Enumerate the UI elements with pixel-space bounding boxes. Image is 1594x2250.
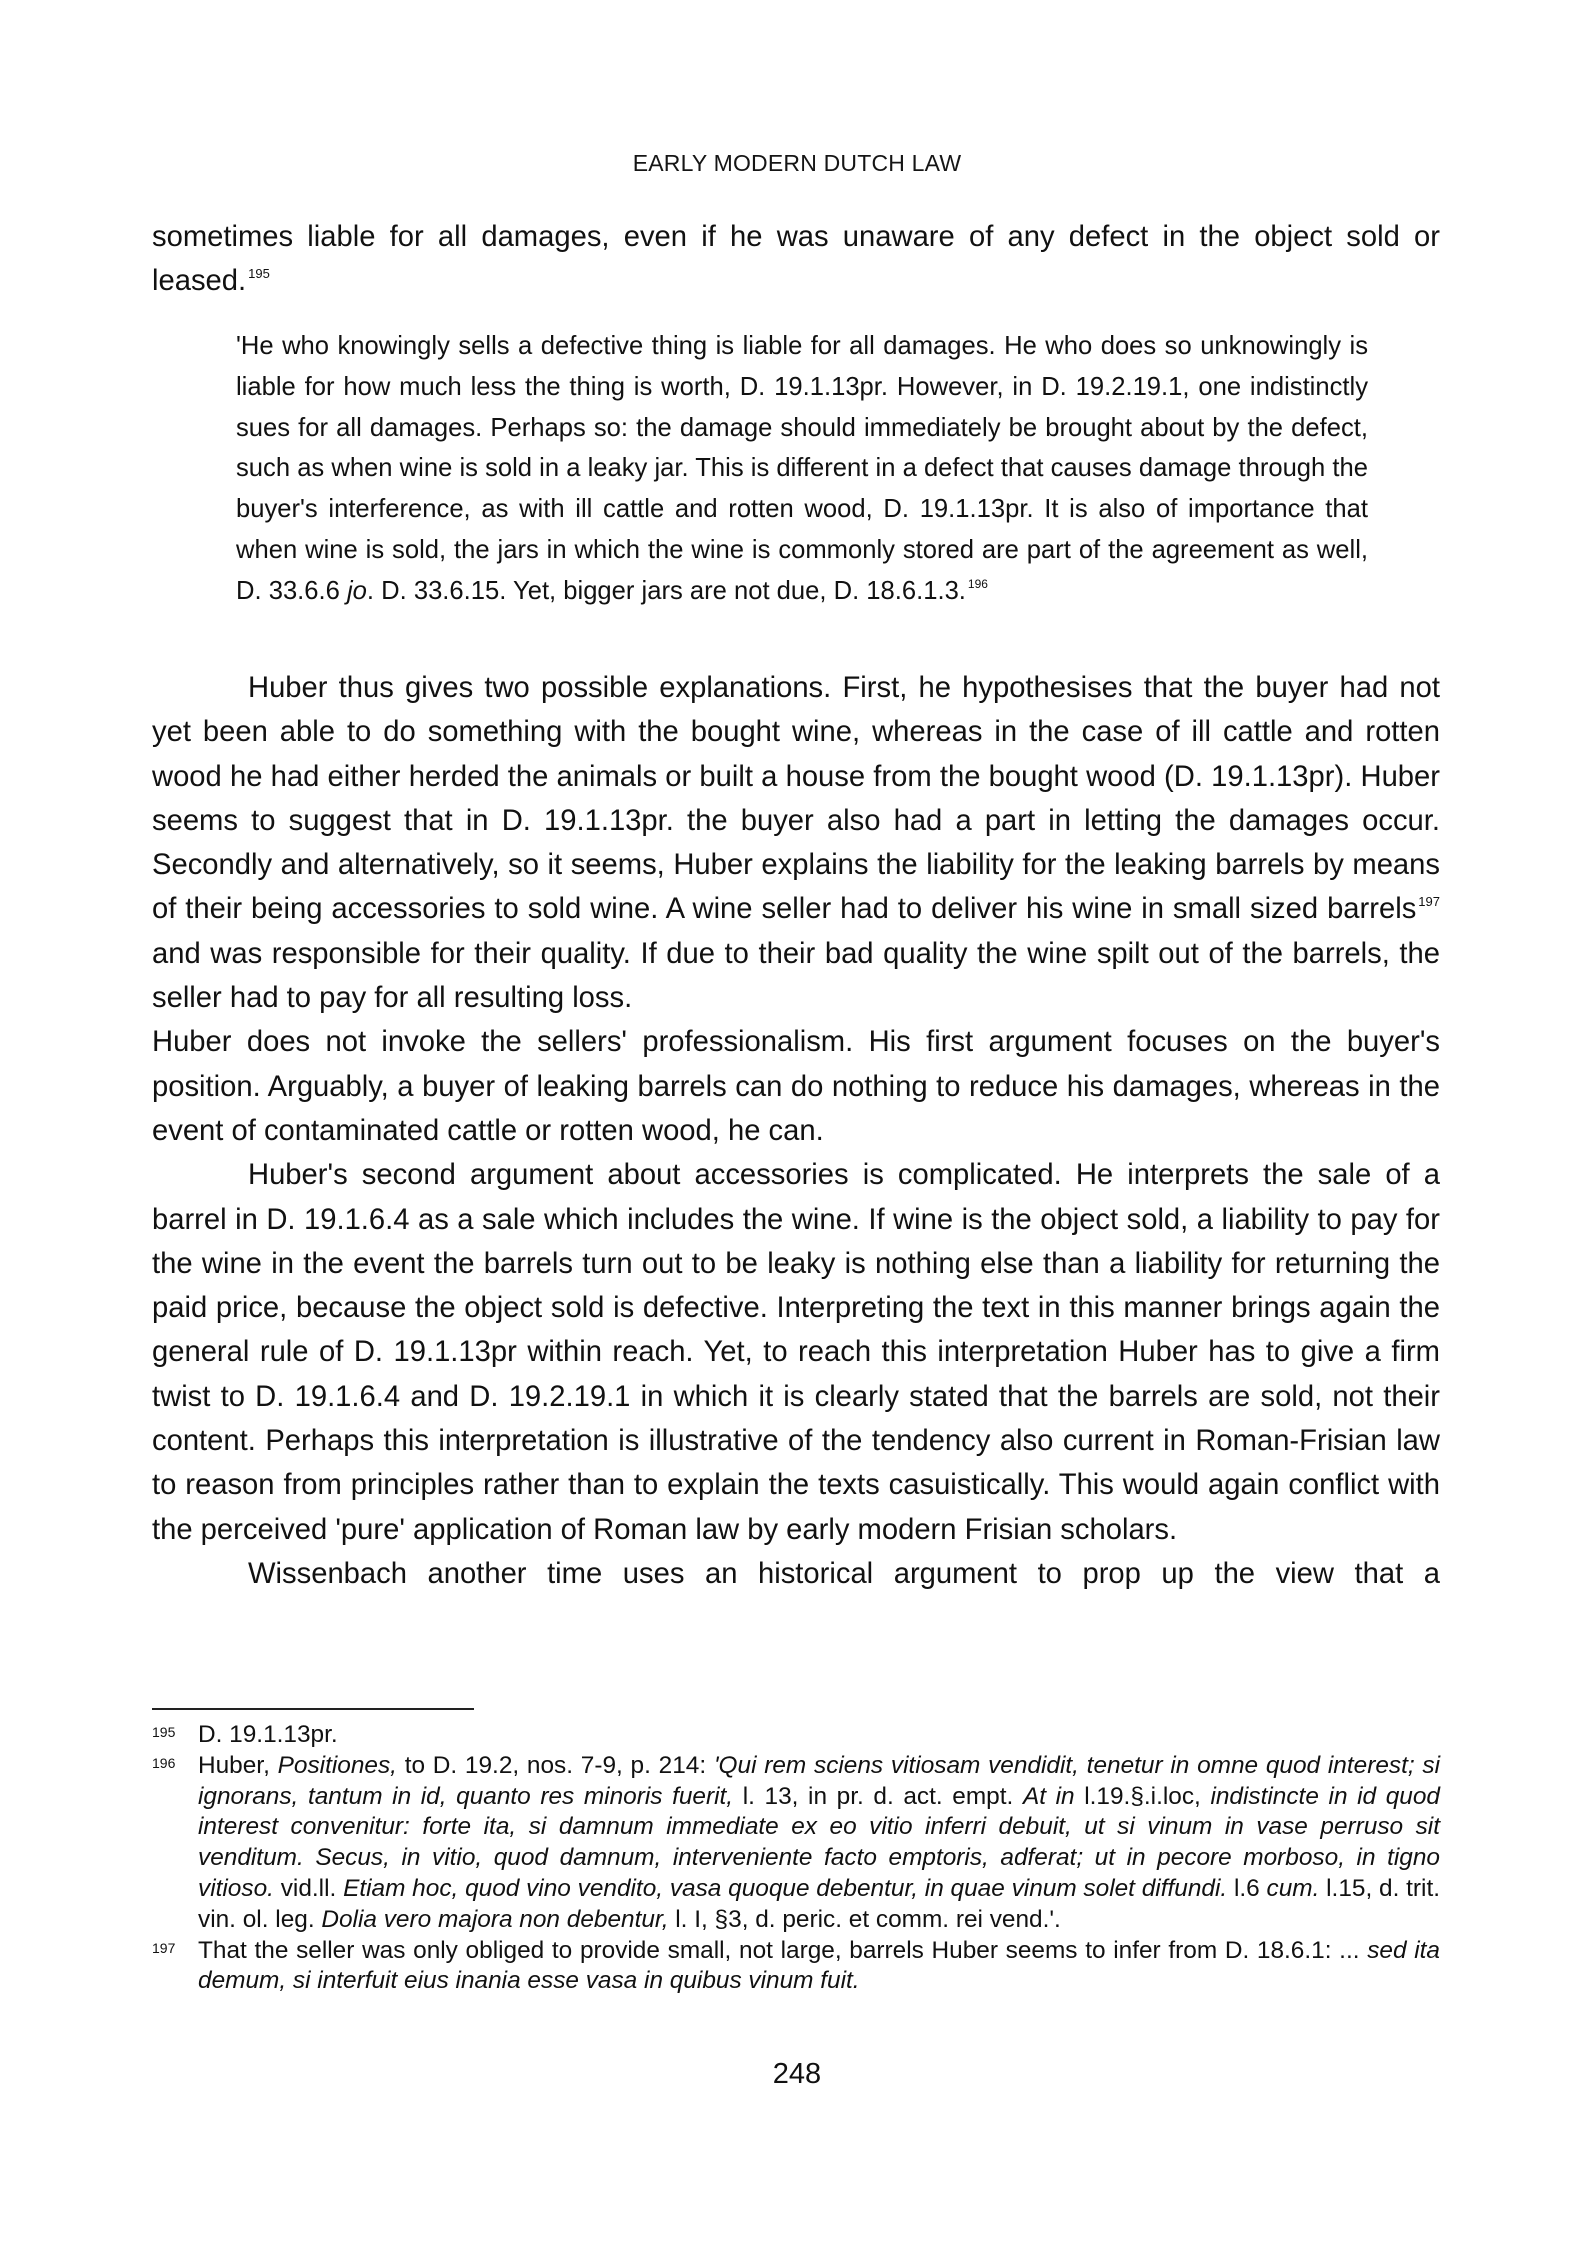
footnote-text: l.15, d. trit. vin. ol. leg. [198,1874,1441,1933]
footnote-text: l.19.§.i.loc, [1074,1782,1211,1810]
paragraph-huber-second-argument: Huber's second argument about accessories is complicated. He interprets the sale of a barrel in D. 19.1.6.4 as a sale which includes the wine. If wine is the object sold, a liability to pay for the wine in the event the barrels turn out to be leaky is nothing else than a liability for returning the paid price, because the object sold is defective. Interpreting the text in this manner brings again the general rule of D. 19.1.13pr within reach. Yet, to reach this interpretation Huber has to give a firm twist to D. 19.1.6.4 and D. 19.2.19.1 in which it is clearly stated that the barrels are sold, not their content. Perhaps this interpretation is illustrative of the tendency also current in Roman-Frisian law to reason from principles rather than to explain the texts casuistically. This would again conflict with the perceived 'pure' application of Roman law by early modern Frisian scholars. [152,1159,1440,1546]
footnote-ref-196[interactable]: 196 [967,576,988,591]
footnote-197 [152,1936,1440,1998]
footnote-number: 197 [152,1939,176,1956]
footnote-text: l. 13, in pr. d. act. empt. [733,1782,1023,1810]
footnote-196 [152,1751,1440,1936]
footnote-number: 196 [152,1754,176,1771]
footnote-separator [152,1708,474,1710]
footnotes [152,1720,1440,1997]
footnote-number: 195 [152,1724,176,1740]
footnote-text-italic: Positiones, [277,1751,397,1779]
quote-text-italic-jo: jo [346,576,367,605]
opening-paragraph [152,215,1440,304]
main-body [152,666,1440,1596]
footnote-text-italic: cum. [1266,1874,1320,1902]
footnote-text: vid.ll. [273,1874,344,1902]
quote-text-part-3: . D. 33.6.15. Yet, bigger jars are not due, D. 18.6.1.3. [366,576,966,605]
footnote-text: Huber, [198,1751,278,1779]
paragraph-huber-explanations [152,666,1440,1020]
footnote-text: That the seller was only obliged to provide small, not large, barrels Huber seems to infer from D. 18.6.1: ... [198,1936,1368,1964]
footnote-text-italic: Dolia vero majora non debentur, [321,1905,669,1933]
footnote-text-italic: sed ita demum, si interfuit eius inania esse vasa in quibus vinum fuit. [198,1936,1440,1995]
paragraph-text: Huber thus gives two possible explanations. First, he hypothesises that the buyer had not yet been able to do something with the bought wine, whereas in the case of ill cattle and rotten wood he had either herded the animals or built a house from the bought wood (D. 19.1.13pr). Huber seems to suggest that in D. 19.1.13pr. the buyer also had a part in letting the damages occur. Secondly and alternatively, so it seems, Huber explains the liability for the leaking barrels by means of their being accessories to sold wine. A wine seller had to deliver his wine in small sized barrels [152,672,1440,926]
opening-paragraph-text: sometimes liable for all damages, even if he was unaware of any defect in the object sold or leased. [152,221,1440,298]
quote-text-part-1: 'He who knowingly sells a defective thing is liable for all damages. He who does so unknowingly is liable for how much less the thing is worth, D. 19.1.13pr. However, in D. 19.2.19.1, one indistinctly sues for all damages. Perhaps so: the damage should immediately be brought about by the defect, such as when wine is sold in a leaky jar. This is different in a defect that causes damage through the buyer's interference, as with ill cattle and rotten wood, D. 19.1.13pr. It is also of importance that when wine is sold, the jars in which the wine is commonly stored are part of the agreement as well, D. 33.6.6 [236,332,1368,605]
footnote-text-italic: At in [1022,1782,1075,1810]
footnote-ref-197[interactable]: 197 [1418,894,1440,910]
footnote-text-italic: indistincte in id quod interest convenitur: forte ita, si damnum immediate ex eo vitio inferri debuit, ut si vinum in vase perruso sit venditum. Secus, in vitio, quod damnum, interveniente facto emptoris, adferat; ut in pecore morboso, in tigno vitioso. [198,1782,1440,1902]
running-head: EARLY MODERN DUTCH LAW [632,150,962,176]
paragraph-huber-professionalism: Huber does not invoke the sellers' professionalism. His first argument focuses on the buyer's position. Arguably, a buyer of leaking barrels can do nothing to reduce his damages, whereas in the event of contaminated cattle or rotten wood, he can. [152,1026,1440,1147]
block-quote [236,326,1368,612]
paragraph-text-continued: and was responsible for their quality. If due to their bad quality the wine spilt out of the barrels, the seller had to pay for all resulting loss. [152,937,1440,1015]
footnote-text-italic: Etiam hoc, quod vino vendito, vasa quoque debentur, in quae vinum solet diffundi. [343,1874,1228,1902]
footnote-ref-195[interactable]: 195 [248,266,270,282]
footnote-text: l. I, §3, d. peric. et comm. rei vend.'. [668,1905,1061,1933]
footnote-text: l.6 [1227,1874,1267,1902]
footnote-text-italic: 'Qui rem sciens vitiosam vendidit, tenetur in omne quod interest; si ignorans, tantum in id, quanto res minoris fuerit, [198,1751,1440,1810]
page-number: 248 [772,2058,822,2090]
footnote-text: to D. 19.2, nos. 7-9, p. 214: [396,1751,714,1779]
footnote-195 [152,1720,1440,1751]
footnote-text: D. 19.1.13pr. [198,1721,338,1748]
paragraph-wissenbach: Wissenbach another time uses an historical argument to prop up the view that a [248,1557,1440,1590]
